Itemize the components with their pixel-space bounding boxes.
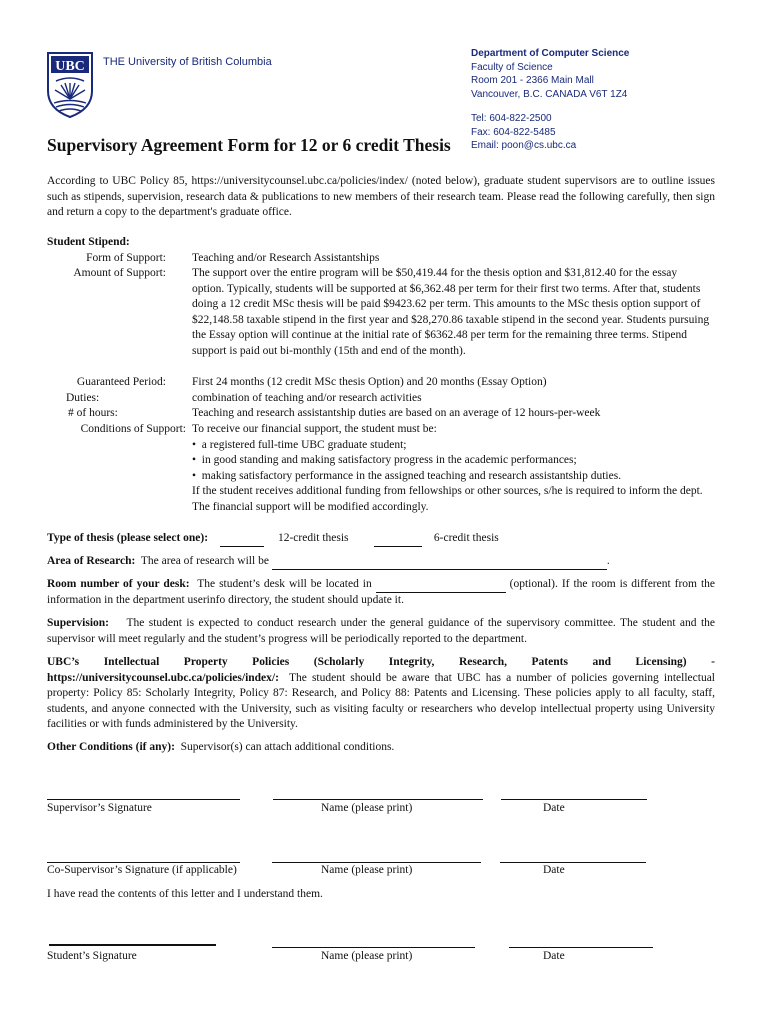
acknowledgement-text: I have read the contents of this letter and I understand them. <box>47 888 323 900</box>
city-address: Vancouver, B.C. CANADA V6T 1Z4 <box>471 88 628 100</box>
supervisor-signature-field[interactable] <box>47 799 240 800</box>
page-title: Supervisory Agreement Form for 12 or 6 credit Thesis <box>47 135 451 155</box>
phone: Tel: 604-822-2500 <box>471 113 552 124</box>
cosupervisor-signature-field[interactable] <box>47 862 240 863</box>
university-name: THE University of British Columbia <box>103 56 272 68</box>
thesis-12-label: 12-credit thesis <box>277 532 349 544</box>
stipend-heading: Student Stipend: <box>47 236 130 248</box>
department-name: Department of Computer Science <box>471 48 630 59</box>
thesis-6-checkbox[interactable] <box>374 546 422 547</box>
thesis-6-label: 6-credit thesis <box>433 532 499 544</box>
supervision-paragraph <box>47 616 715 647</box>
room-text: The student’s desk will be located in <box>197 578 372 590</box>
room-row <box>47 577 715 608</box>
cosupervisor-name-field[interactable] <box>272 862 481 863</box>
area-label: Area of Research: <box>47 555 136 567</box>
name-label: Name (please print) <box>321 950 413 962</box>
student-date-field[interactable] <box>509 947 653 948</box>
thesis-type-label: Type of thesis (please select one): <box>47 532 209 544</box>
department-address <box>471 47 629 153</box>
condition-item: • making satisfactory performance in the assigned teaching and research assistantship duties. <box>192 469 622 482</box>
student-name-field[interactable] <box>272 947 475 948</box>
room-address: Room 201 - 2366 Main Mall <box>471 75 594 86</box>
area-field[interactable] <box>272 569 607 570</box>
room-label: Room number of your desk: <box>47 578 190 590</box>
condition-item: • in good standing and making satisfactory progress in the academic performances; <box>192 454 577 467</box>
period-value: First 24 months (12 credit MSc thesis Option) and 20 months (Essay Option) <box>192 376 547 388</box>
name-label: Name (please print) <box>321 802 413 814</box>
duties-label: Duties: <box>66 392 100 404</box>
thesis-type-row <box>47 531 727 547</box>
student-signature-label: Student’s Signature <box>47 950 137 962</box>
intro-paragraph: According to UBC Policy 85, https://universitycounsel.ubc.ca/policies/index/ (noted below), graduate student supervisors are to outline issues such as stipends, supervision, research data & publications to new members of their research team. Please read the following carefully, then sign and return a copy to the department's graduate office. <box>47 175 715 219</box>
student-signature-field[interactable] <box>49 944 216 946</box>
email: Email: poon@cs.ubc.ca <box>471 140 577 151</box>
area-row: Area of Research: The area of research will be . <box>47 554 727 570</box>
thesis-12-checkbox[interactable] <box>220 546 264 547</box>
other-text: Supervisor(s) can attach additional conditions. <box>180 741 395 753</box>
logo-text: UBC <box>55 59 85 74</box>
condition-item: • a registered full-time UBC graduate student; <box>192 438 407 451</box>
room-field[interactable] <box>376 592 506 593</box>
supervisor-name-field[interactable] <box>273 799 483 800</box>
ip-paragraph <box>47 655 715 733</box>
fax: Fax: 604-822-5485 <box>471 126 556 138</box>
form-support-value: Teaching and/or Research Assistantships <box>192 252 380 264</box>
conditions-intro: To receive our financial support, the student must be: <box>192 423 437 435</box>
hours-label: # of hours: <box>68 407 118 419</box>
conditions-label: Conditions of Support: <box>80 423 186 435</box>
room-text-2: (optional). If the room is different from the information in the department userinfo directory, the student should update it. <box>47 578 715 606</box>
form-support-label: Form of Support: <box>86 252 166 264</box>
date-label: Date <box>543 864 565 876</box>
name-label: Name (please print) <box>321 864 413 876</box>
ip-text: The student should be aware that UBC has a number of policies governing intellectual property: Policy 85: Scholarly Integrity, Policy 87: Research, and Policy 88: Patents and Licensing. These policies apply to all faculty, staff, students, and anyone connected with the University, such as visiting faculty or researchers who develop intellectual property using University facilities or with funds administered by the University. <box>47 671 715 731</box>
hours-value: Teaching and research assistantship duties are based on an average of 12 hours-per-week <box>192 407 601 419</box>
cosupervisor-date-field[interactable] <box>500 862 646 863</box>
duties-value: combination of teaching and/or research activities <box>192 392 422 404</box>
ubc-logo <box>46 51 94 119</box>
ip-label: UBC’s Intellectual Property Policies (Scholarly Integrity, Research, Patents and Licensing) - https://universitycounsel.ubc.ca/policies/index/: <box>47 656 715 684</box>
date-label: Date <box>543 950 565 962</box>
faculty-name: Faculty of Science <box>471 61 553 73</box>
conditions-section <box>192 422 712 516</box>
amount-support-label: Amount of Support: <box>73 267 166 279</box>
cosupervisor-signature-label: Co-Supervisor’s Signature (if applicable) <box>47 864 237 876</box>
supervisor-date-field[interactable] <box>501 799 647 800</box>
date-label: Date <box>543 802 565 814</box>
supervision-text: The student is expected to conduct research under the general guidance of the supervisory committee. The student and the supervisor will meet regularly and the student’s progress will be periodically reported to the department. <box>47 617 715 645</box>
supervision-label: Supervision: <box>47 617 109 629</box>
other-label: Other Conditions (if any): <box>47 741 175 753</box>
area-text: The area of research will be <box>140 555 269 567</box>
conditions-note: If the student receives additional funding from fellowships or other sources, s/he is required to inform the dept. The financial support will be modified accordingly. <box>192 485 703 513</box>
period-label: Guaranteed Period: <box>76 376 166 388</box>
other-row <box>47 740 394 756</box>
supervisor-signature-label: Supervisor’s Signature <box>47 802 152 814</box>
amount-support-value: The support over the entire program will be $50,419.44 for the thesis option and $31,812.40 for the essay option. Typically, students will be supported at $6,362.48 per term for their first two terms. After that, students doing a 12 credit MSc thesis will be paid $9423.62 per term. This amounts to the MSc thesis option support of $22,148.58 taxable stipend in the first year and $28,270.86 taxable stipend in the second year. Students pursuing the Essay option will continue at the initial rate of $6362.48 per term for the remaining three terms. Stipend support is paid out bi-monthly (15th and end of the month). <box>192 267 710 357</box>
